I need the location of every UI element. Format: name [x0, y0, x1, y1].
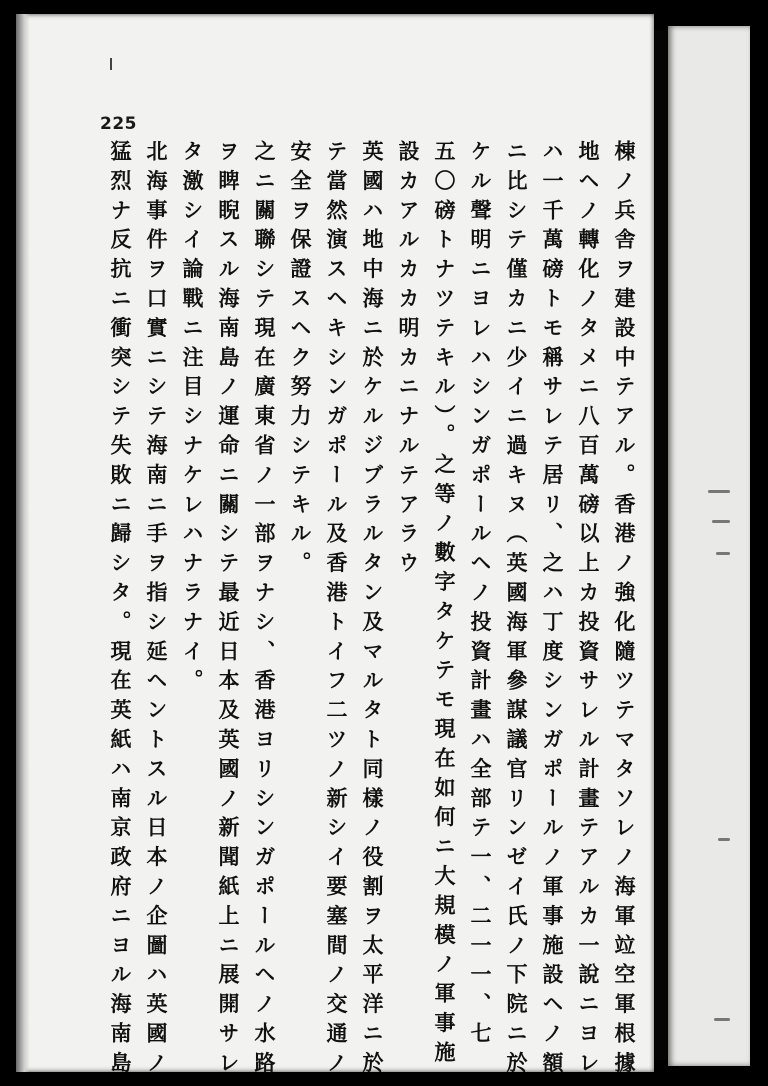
ink-mark: [716, 552, 730, 555]
text-column: 英國ハ地中海ニ於ケルジブラルタン及マルタト同樣ノ役割ヲ太平洋ニ於: [360, 140, 385, 1081]
page-gutter: [654, 30, 668, 1060]
text-column: 安全ヲ保證スヘク努力シテキル。: [288, 140, 313, 581]
text-column: 猛烈ナ反抗ニ衝突シテ失敗ニ歸シタ。現在英紙ハ南京政府ニヨル海南島: [108, 140, 133, 1081]
text-column: ニ比シテ僅カニ少イニ過キヌ（英國海軍參謀議官リンゼイ氏ノ下院ニ於: [504, 140, 529, 1081]
text-column: タ激シイ論戰ニ注目シナケレハナラナイ。: [180, 140, 205, 699]
ink-mark: [708, 490, 730, 493]
text-column: ヲ睥睨スル海南島ノ運命ニ關シテ最近日本及英國ノ新聞紙上ニ展開サレ: [216, 140, 241, 1081]
margin-mark: [110, 58, 112, 70]
text-column: テ當然演スヘキシンガポール及香港トイフ二ツノ新シイ要塞間ノ交通ノ: [324, 140, 349, 1081]
ink-mark: [718, 838, 730, 841]
text-column: 之ニ關聯シテ現在廣東省ノ一部ヲナシ、香港ヨリシンガポールヘノ水路: [252, 140, 277, 1081]
text-column: 設カアルカカ明カニナルテアラウ: [396, 140, 421, 581]
adjacent-page-edge: [668, 26, 750, 1066]
text-column: 北海事件ヲ口實ニシテ海南ニ手ヲ指シ延ヘントスル日本ノ企圖ハ英國ノ: [144, 140, 169, 1081]
text-column: 地ヘノ轉化ノタメニ八百萬磅以上カ投資サレル計畫テアルカ一說ニヨレ: [576, 140, 601, 1081]
text-column: 五〇磅トナツテキル）。之等ノ數字タケテモ現在如何ニ大規模ノ軍事施: [432, 140, 457, 1071]
text-column: ケル聲明ニヨレハシンガポールヘノ投資計畫ハ全部テ一、二一一、七: [468, 140, 493, 1052]
vertical-text-block: [102, 140, 642, 1081]
text-column: 棟ノ兵舎ヲ建設中テアル。香港ノ強化隨ツテマタソレノ海軍竝空軍根據: [612, 140, 637, 1081]
ink-mark: [714, 1018, 730, 1021]
page-number: 225: [100, 114, 137, 134]
book-page: [16, 14, 654, 1081]
ink-mark: [712, 520, 730, 523]
text-column: ハ一千萬磅トモ稱サレテ居リ、之ハ丁度シンガポールノ軍事施設ヘノ額: [540, 140, 565, 1081]
